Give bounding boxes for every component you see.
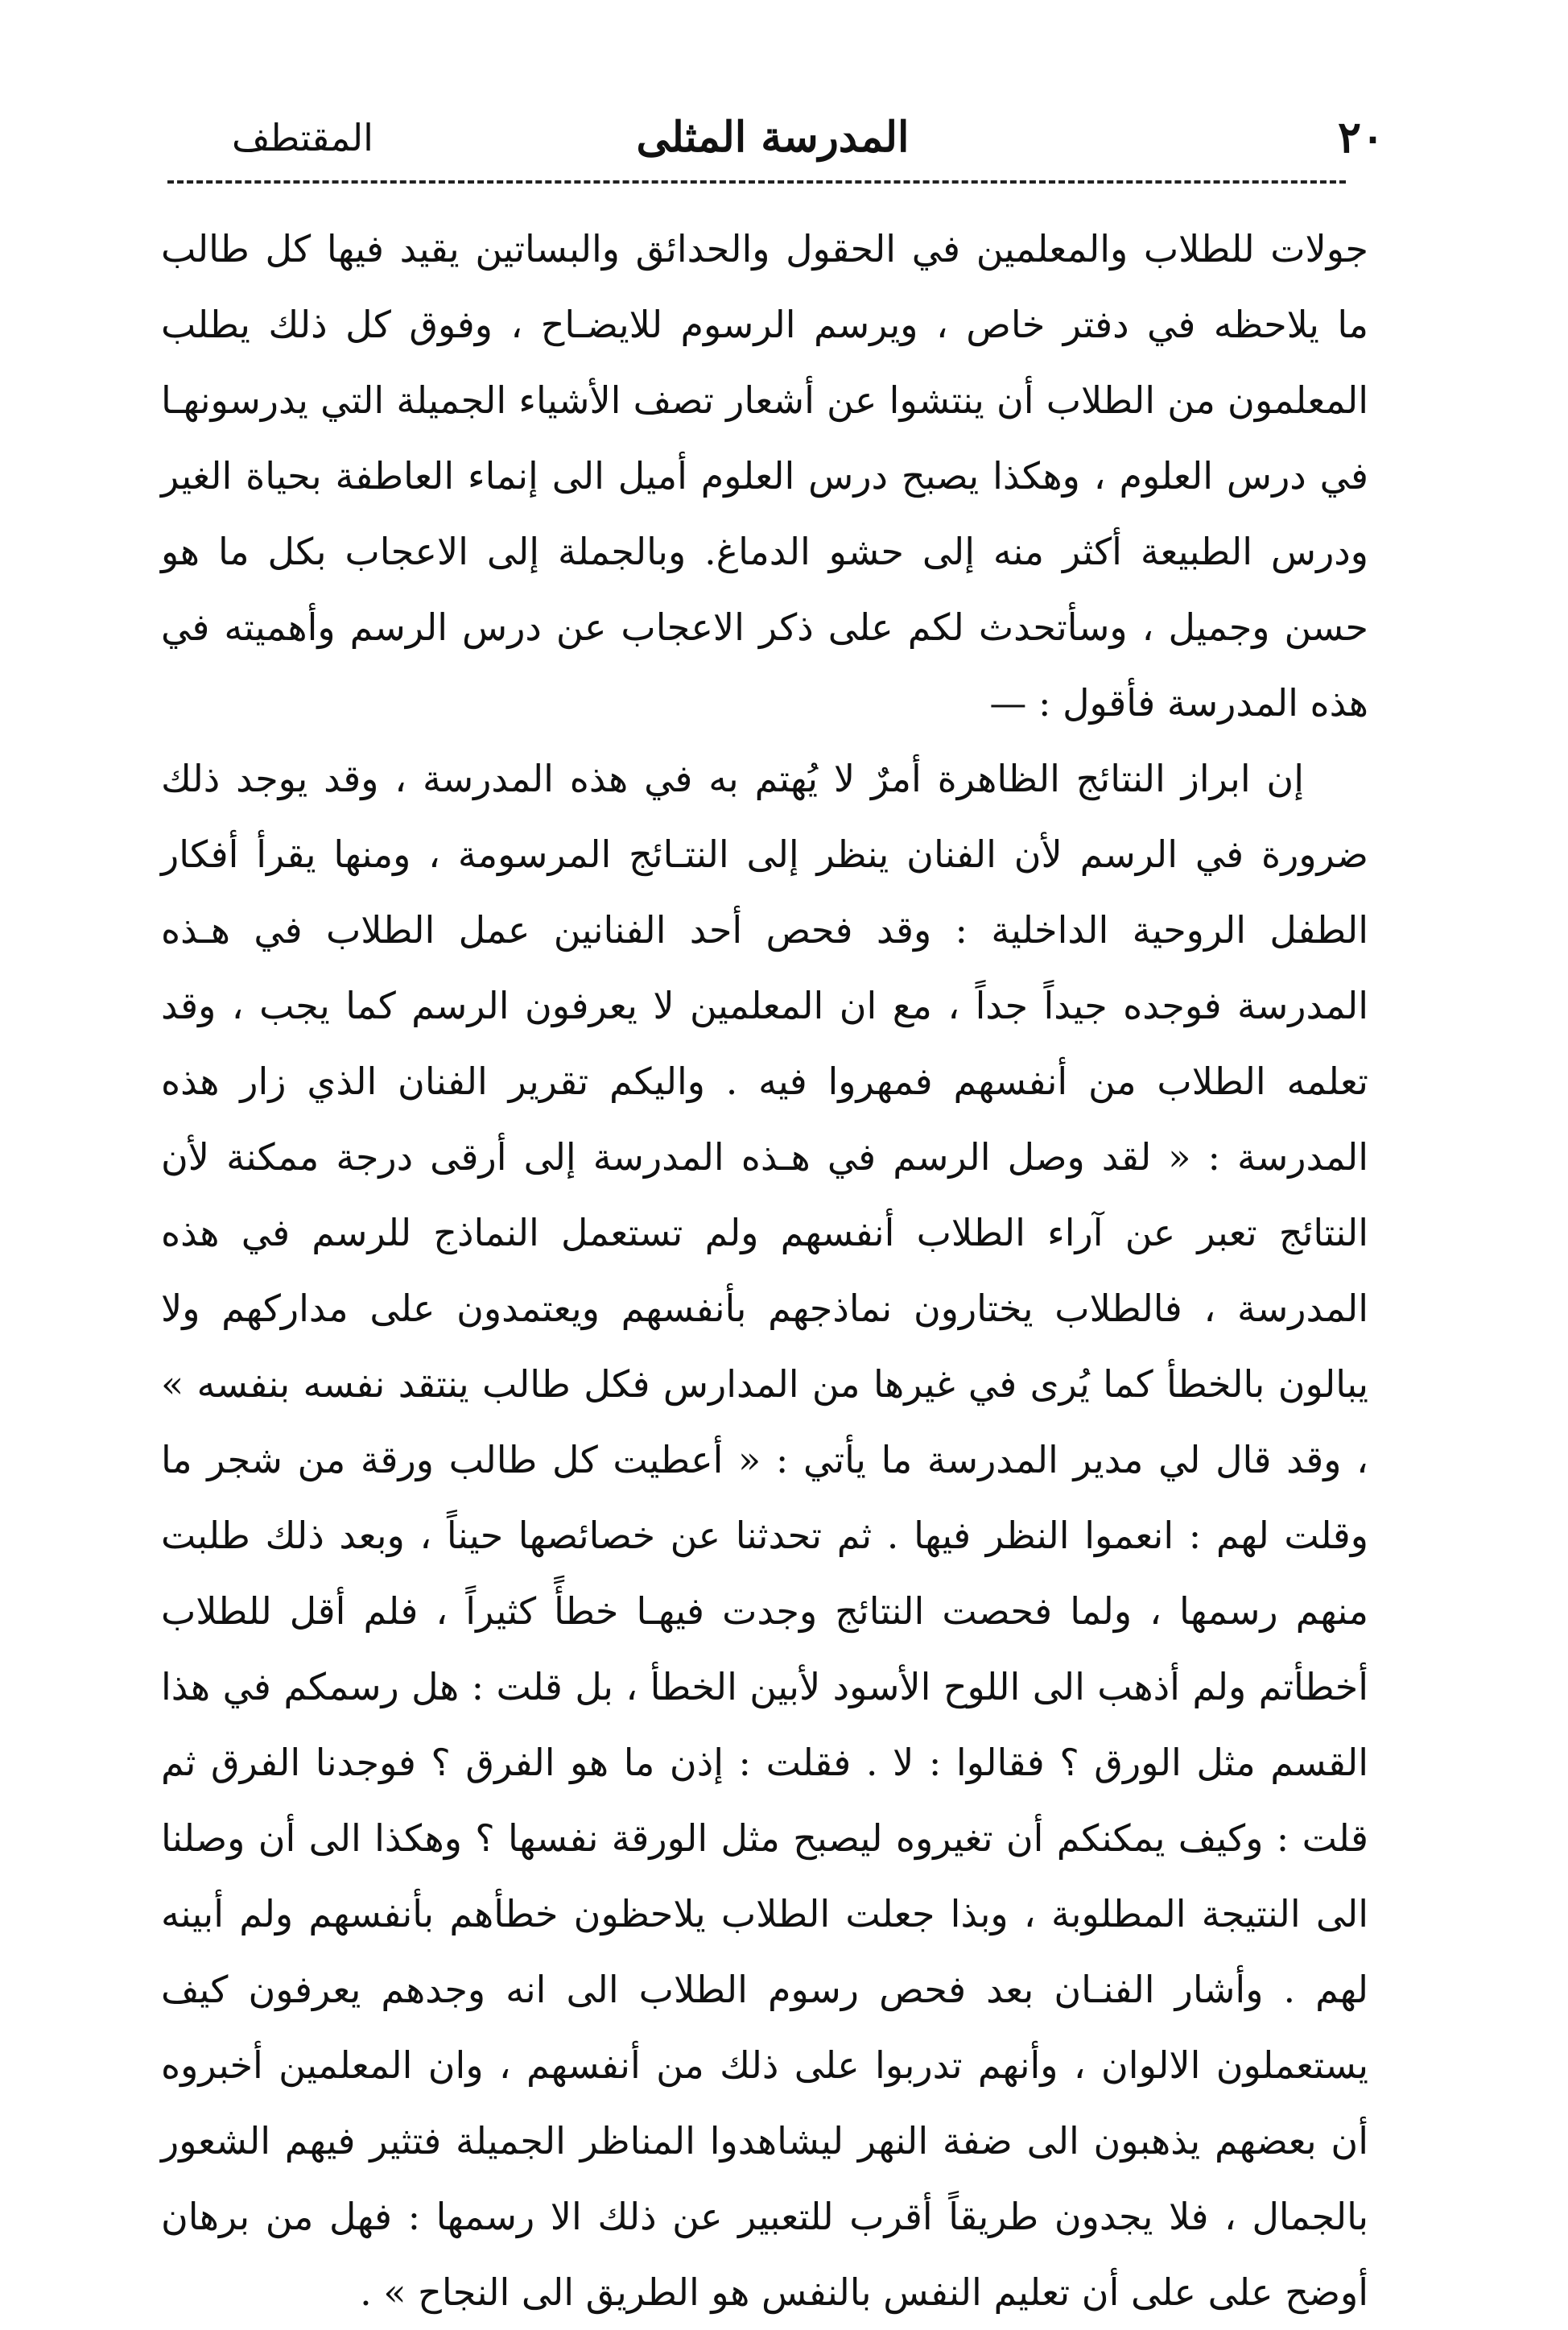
body-text xyxy=(161,211,1368,2330)
chapter-title: المدرسة المثلى xyxy=(636,113,910,162)
page-number: ٢٠ xyxy=(1337,111,1384,163)
paragraph: جولات للطلاب والمعلمين في الحقول والحدائق والبساتين يقيد فيها كل طالب ما يلاحظه في دفتر خاص ، ويرسم الرسوم للايضـاح ، وفوق كل ذلك يطلب المعلمون من الطلاب أن ينتشوا عن أشعار تصف الأشياء الجميلة التي يدرسونهـا في درس العلوم ، وهكذا يصبح درس العلوم أميل الى إنماء العاطفة بحياة الغير ودرس الطبيعة أكثر منه إلى حشو الدماغ. وبالجملة إلى الاعجاب بكل ما هو حسن وجميل ، وسأتحدث لكم على ذكر الاعجاب عن درس الرسم وأهميته في هذه المدرسة فأقول : — xyxy=(161,227,1368,725)
paragraph: إن ابراز النتائج الظاهرة أمرٌ لا يُهتم به في هذه المدرسة ، وقد يوجد ذلك ضرورة في الرسم لأن الفنان ينظر إلى النتـائج المرسومة ، ومنها يقرأ أفكار الطفل الروحية الداخلية : وقد فحص أحد الفنانين عمل الطلاب في هـذه المدرسة فوجده جيداً جداً ، مع ان المعلمين لا يعرفون الرسم كما يجب ، وقد تعلمه الطلاب من أنفسهم فمهروا فيه . واليكم تقرير الفنان الذي زار هذه المدرسة : « لقد وصل الرسم في هـذه المدرسة إلى أرقى درجة ممكنة لأن النتائج تعبر عن آراء الطلاب أنفسهم ولم تستعمل النماذج للرسم في هذه المدرسة ، فالطلاب يختارون نماذجهم بأنفسهم ويعتمدون على مداركهم ولا يبالون بالخطأ كما يُرى في غيرها من المدارس فكل طالب ينتقد نفسه بنفسه » ، وقد قال لي مدير المدرسة ما يأتي : « أعطيت كل طالب ورقة من شجر ما وقلت لهم : انعموا النظر فيها . ثم تحدثنا عن خصائصها حيناً ، وبعد ذلك طلبت منهم رسمها ، ولما فحصت النتائج وجدت فيهـا خطأً كثيراً ، فلم أقل للطلاب أخطأتم ولم أذهب الى اللوح الأسود لأبين الخطأ ، بل قلت : هل رسمكم في هذا القسم مثل الورق ؟ فقالوا : لا . فقلت : إذن ما هو الفرق ؟ فوجدنا الفرق ثم قلت : وكيف يمكنكم أن تغيروه ليصبح مثل الورقة نفسها ؟ وهكذا الى أن وصلنا الى النتيجة المطلوبة ، وبذا جعلت الطلاب يلاحظون خطأهم بأنفسهم ولم أبينه لهم . وأشار الفنـان بعد فحص رسوم الطلاب الى انه وجدهم يعرفون كيف يستعملون الالوان ، وأنهم تدربوا على ذلك من أنفسهم ، وان المعلمين أخبروه أن بعضهم يذهبون الى ضفة النهر ليشاهدوا المناظر الجميلة فتثير فيهم الشعور بالجمال ، فلا يجدون طريقاً أقرب للتعبير عن ذلك الا رسمها : فهل من برهان أوضح على على أن تعليم النفس بالنفس هو الطريق الى النجاح » . xyxy=(161,757,1368,2314)
journal-name: المقتطف xyxy=(232,116,373,159)
header-divider xyxy=(167,180,1346,184)
page-header xyxy=(161,105,1384,177)
